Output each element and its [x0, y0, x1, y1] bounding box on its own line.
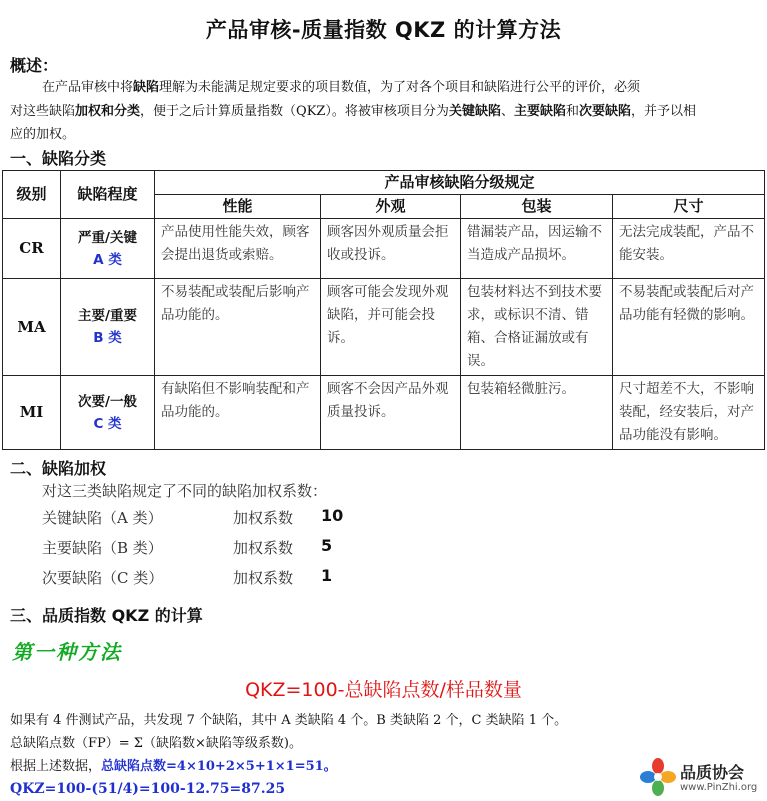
overview-text: 对这些缺陷	[10, 104, 76, 119]
column-header-appearance: 外观	[321, 195, 461, 219]
table-row	[3, 279, 765, 376]
degree-label: 次要/一般	[78, 393, 137, 410]
degree-cell	[61, 219, 155, 279]
degree-cell	[61, 279, 155, 376]
overview-line-2	[10, 101, 696, 123]
weight-name: 次要缺陷（C 类）	[42, 569, 164, 587]
flower-logo-icon	[640, 758, 676, 796]
column-header-performance: 性能	[155, 195, 321, 219]
example-line-3	[10, 756, 337, 778]
overview-text: ，便于之后计算质量指数（QKZ）。将被审核项目分为	[140, 104, 449, 119]
pinzhi-logo	[640, 758, 765, 798]
section-3-heading: 三、品质指数 QKZ 的计算	[10, 606, 203, 625]
qkz-formula: QKZ=100-总缺陷点数/样品数量	[245, 679, 522, 701]
class-label: C 类	[93, 415, 122, 432]
overview-text: ，并予以相	[631, 104, 697, 119]
method-title: 第一种方法	[12, 640, 122, 664]
overview-line-3: 应的加权。	[10, 127, 76, 142]
table-row	[3, 219, 765, 279]
column-header-packaging: 包装	[461, 195, 613, 219]
appearance-cell: 顾客不会因产品外观质量投诉。	[321, 376, 461, 450]
level-cell: MA	[3, 279, 61, 376]
weight-name: 关键缺陷（A 类）	[42, 509, 163, 527]
example-line-2: 总缺陷点数（FP）= Σ（缺陷数×缺陷等级系数)。	[10, 736, 302, 751]
appearance-cell: 顾客可能会发现外观缺陷，并可能会投诉。	[321, 279, 461, 376]
overview-text: 在产品审核中将	[42, 80, 134, 95]
page-title: 产品审核-质量指数 QKZ 的计算方法	[205, 18, 562, 42]
column-header-dimension: 尺寸	[613, 195, 765, 219]
weights-intro: 对这三类缺陷规定了不同的缺陷加权系数：	[42, 482, 328, 500]
column-header-degree: 缺陷程度	[61, 171, 155, 219]
weight-value: 5	[321, 536, 333, 555]
section-1-heading: 一、缺陷分类	[10, 149, 107, 168]
packaging-cell: 包装材料达不到技术要求，或标识不清、错箱、合格证漏放或有误。	[461, 279, 613, 376]
overview-emphasis: 加权和分类	[75, 104, 141, 119]
column-header-level: 级别	[3, 171, 61, 219]
performance-cell: 不易装配或装配后影响产品功能的。	[155, 279, 321, 376]
level-cell: CR	[3, 219, 61, 279]
weight-value: 1	[321, 566, 333, 585]
dimension-cell: 无法完成装配，产品不能安装。	[613, 219, 765, 279]
weight-label: 加权系数	[233, 509, 294, 527]
section-2-heading: 二、缺陷加权	[10, 459, 107, 478]
class-label: B 类	[93, 330, 122, 346]
overview-text: 理解为未能满足规定要求的项目数值，为了对各个项目和缺陷进行公平的评价，必须	[159, 80, 641, 95]
weight-label: 加权系数	[233, 569, 294, 587]
performance-cell: 产品使用性能失效，顾客会提出退货或索赔。	[155, 219, 321, 279]
packaging-cell: 错漏装产品，因运输不当造成产品损坏。	[461, 219, 613, 279]
dimension-cell: 尺寸超差不大，不影响装配，经安装后，对产品功能没有影响。	[613, 376, 765, 450]
logo-url: www.PinZhi.org	[680, 782, 758, 793]
degree-label: 主要/重要	[78, 308, 137, 324]
overview-text: 、	[500, 104, 514, 119]
weight-name: 主要缺陷（B 类）	[42, 539, 163, 557]
packaging-cell: 包装箱轻微脏污。	[461, 376, 613, 450]
class-label: A 类	[93, 251, 122, 268]
degree-cell	[61, 376, 155, 450]
example-text: 根据上述数据，	[10, 759, 102, 774]
level-cell: MI	[3, 376, 61, 450]
weight-label: 加权系数	[233, 539, 294, 557]
total-defect-points: 总缺陷点数=4×10+2×5+1×1=51。	[101, 759, 337, 774]
example-line-1: 如果有 4 件测试产品，共发现 7 个缺陷，其中 A 类缺陷 4 个。B 类缺陷 2 个，C 类缺陷 1 个。	[10, 713, 568, 728]
table-row	[3, 376, 765, 450]
overview-text: 和	[565, 104, 579, 119]
overview-emphasis: 主要缺陷	[513, 104, 566, 119]
defect-classification-table	[2, 170, 765, 450]
dimension-cell: 不易装配或装配后对产品功能有轻微的影响。	[613, 279, 765, 376]
qkz-result: QKZ=100-(51/4)=100-12.75=87.25	[10, 781, 286, 797]
weight-value: 10	[321, 506, 344, 525]
appearance-cell: 顾客因外观质量会拒收或投诉。	[321, 219, 461, 279]
overview-line-1	[42, 77, 640, 99]
overview-emphasis: 关键缺陷	[448, 104, 501, 119]
overview-heading: 概述：	[10, 56, 59, 75]
degree-label: 严重/关键	[78, 229, 137, 246]
logo-name: 品质协会	[680, 763, 745, 782]
overview-emphasis: 缺陷	[133, 80, 160, 95]
performance-cell: 有缺陷但不影响装配和产品功能的。	[155, 376, 321, 450]
overview-emphasis: 次要缺陷	[579, 104, 632, 119]
table-header-row	[3, 171, 765, 195]
group-header: 产品审核缺陷分级规定	[155, 171, 765, 195]
